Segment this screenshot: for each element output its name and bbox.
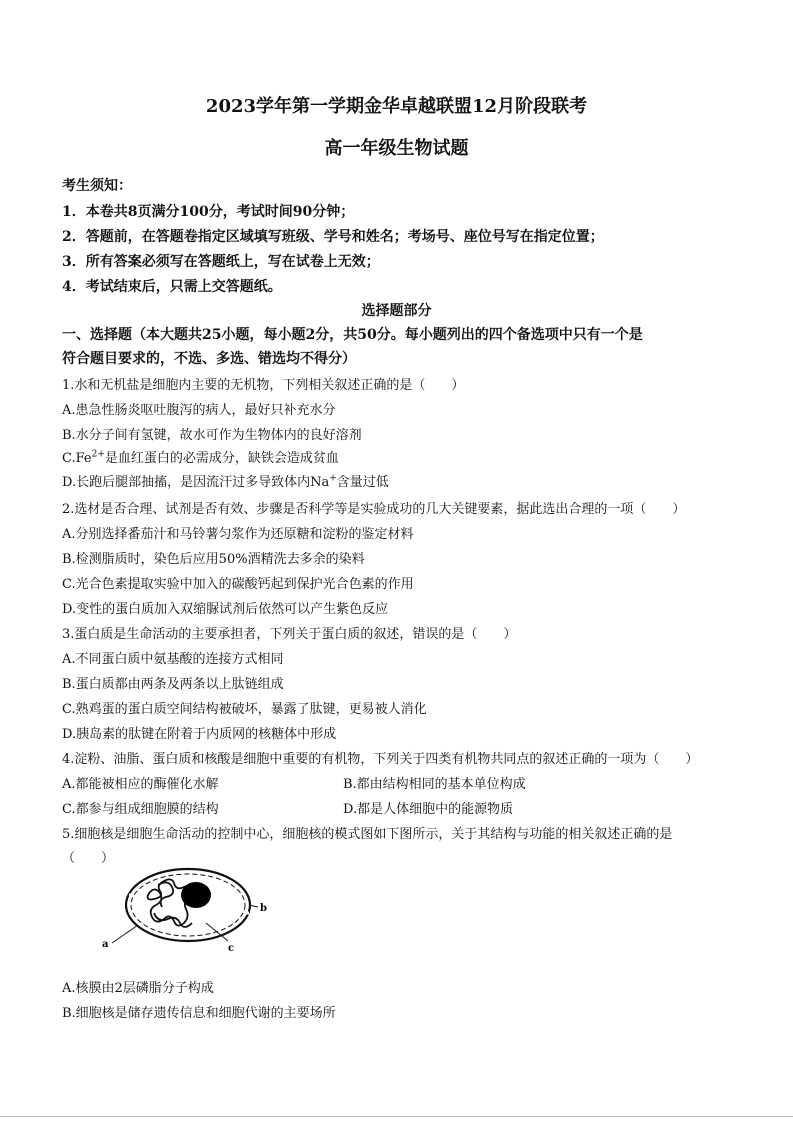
q2-stem: 2.选材是否合理、试剂是否有效、步骤是否科学等是实验成功的几大关键要素，据此选出合理的一项（ ） xyxy=(62,502,686,517)
q3-option-d: D.胰岛素的肽键在附着于内质网的核糖体中形成 xyxy=(62,727,337,742)
notice-item-4: 4．考试结束后，只需上交答题纸。 xyxy=(62,279,282,295)
q1-option-c: $C.Fe^{2+}$是血红蛋白的必需成分，缺铁会造成贫血 xyxy=(62,449,339,466)
q4-stem: 4.淀粉、油脂、蛋白质和核酸是细胞中重要的有机物，下列关于四类有机物共同点的叙述正确的一项为（ ） xyxy=(62,752,699,767)
q3-option-c: C.熟鸡蛋的蛋白质空间结构被破坏，暴露了肽键，更易被人消化 xyxy=(62,702,427,717)
q4-option-c: C.都参与组成细胞膜的结构 xyxy=(62,802,219,817)
nucleolus xyxy=(181,882,211,908)
notice-item-2: 2．答题前，在答题卷指定区域填写班级、学号和姓名；考场号、座位号写在指定位置； xyxy=(62,229,604,245)
q1-option-a: A.患急性肠炎呕吐腹泻的病人，最好只补充水分 xyxy=(62,403,336,418)
section-title: 选择题部分 xyxy=(361,303,432,319)
q3-option-b: B.蛋白质都由两条及两条以上肽链组成 xyxy=(62,677,284,692)
part-header-line1: 一、选择题（本大题共25小题，每小题2分，共50分。每小题列出的四个备选项中只有一个是 xyxy=(62,327,643,343)
q1-stem: 1.水和无机盐是细胞内主要的无机物，下列相关叙述正确的是（ ） xyxy=(62,378,465,393)
notice-item-3: 3．所有答案必须写在答题纸上，写在试卷上无效； xyxy=(62,254,380,270)
q4-option-a: A.都能被相应的酶催化水解 xyxy=(62,777,219,792)
q1-option-b: B.水分子间有氢键，故水可作为生物体内的良好溶剂 xyxy=(62,428,362,443)
part-header-line2: 符合题目要求的，不选、多选、错选均不得分） xyxy=(62,351,356,367)
notice-item-1: 1．本卷共8页满分100分，考试时间90分钟； xyxy=(62,204,355,220)
notice-heading: 考生须知： xyxy=(62,178,132,194)
nucleus-diagram xyxy=(98,865,278,960)
page-bottom-rule xyxy=(0,1116,793,1117)
q2-option-c: C.光合色素提取实验中加入的碳酸钙起到保护光合色素的作用 xyxy=(62,577,414,592)
q2-option-b: B.检测脂质时，染色后应用50%酒精洗去多余的染料 xyxy=(62,552,365,567)
label-a: a xyxy=(102,939,109,950)
exam-subtitle: 高一年级生物试题 xyxy=(324,138,469,159)
q5-stem-line1: 5.细胞核是细胞生命活动的控制中心，细胞核的模式图如下图所示，关于其结构与功能的相关叙述正确的是 xyxy=(62,827,673,842)
q4-option-d: D.都是人体细胞中的能源物质 xyxy=(343,802,514,817)
q5-option-a: A.核膜由2层磷脂分子构成 xyxy=(62,981,214,996)
q5-stem-line2: （ ） xyxy=(62,851,115,866)
q2-option-d: D.变性的蛋白质加入双缩脲试剂后依然可以产生紫色反应 xyxy=(62,602,389,617)
exam-title: 2023学年第一学期金华卓越联盟12月阶段联考 xyxy=(205,96,588,117)
label-c: c xyxy=(228,943,235,954)
q3-stem: 3.蛋白质是生命活动的主要承担者，下列关于蛋白质的叙述，错误的是（ ） xyxy=(62,627,517,642)
q3-option-a: A.不同蛋白质中氨基酸的连接方式相同 xyxy=(62,652,284,667)
q1-option-d: D.长跑后腿部抽搐，是因流汗过多导致体内Na+含量过低 xyxy=(62,473,389,490)
q2-option-a: A.分别选择番茄汁和马铃薯匀浆作为还原糖和淀粉的鉴定材料 xyxy=(62,527,414,542)
q5-option-b: B.细胞核是储存遗传信息和细胞代谢的主要场所 xyxy=(62,1006,336,1021)
q4-option-b: B.都由结构相同的基本单位构成 xyxy=(343,777,526,792)
label-b: b xyxy=(260,903,267,914)
